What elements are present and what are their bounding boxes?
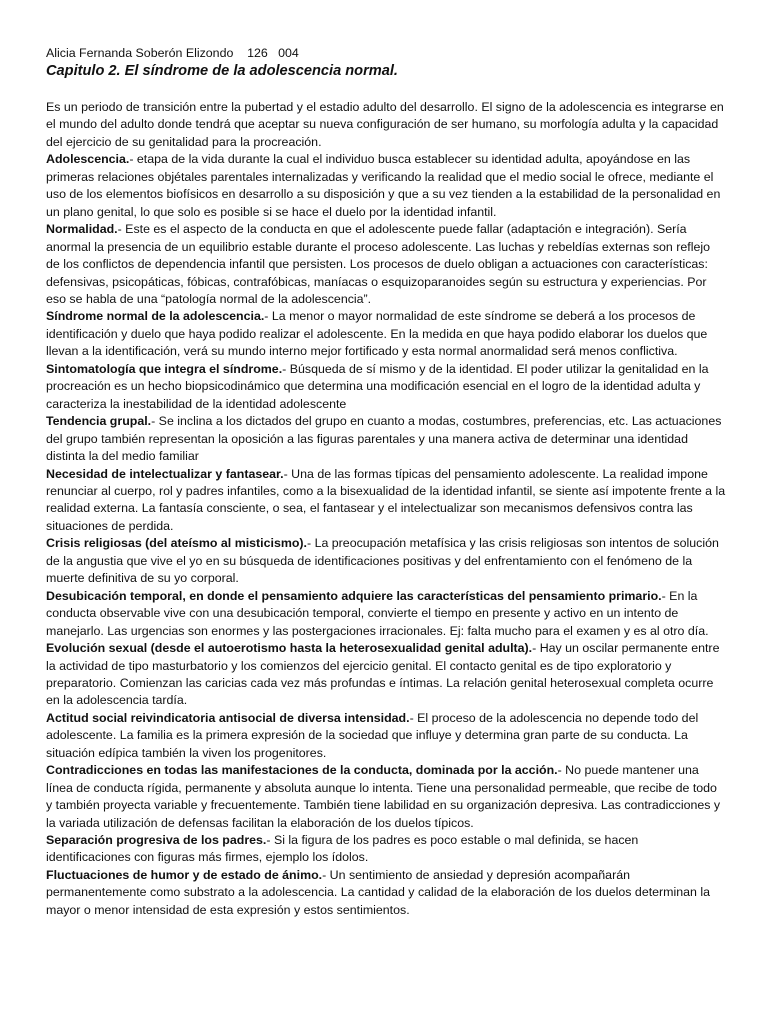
- section-evolucion-sexual: [46, 640, 726, 710]
- section-term: Contradicciones en todas las manifestaciones de la conducta, dominada por la acción.: [46, 763, 558, 778]
- section-term: Necesidad de intelectualizar y fantasear.: [46, 466, 284, 481]
- document-page: [46, 44, 726, 919]
- section-intelectualizar: [46, 466, 726, 536]
- section-text: - La preocupación metafísica y las crisis religiosas son intentos de solución de la angustia que vive el yo en su búsqueda de identificaciones positivas y del enfrentamiento con el fenómeno de la muerte definitiva de su yo corporal.: [46, 536, 719, 586]
- section-text: - Una de las formas típicas del pensamiento adolescente. La realidad impone renunciar al cuerpo, rol y padres infantiles, como a la bisexualidad de la identidad infantil, se siente así impotente frente a la realidad externa. La fantasía consciente, o sea, el fantasear y el intelectualizar son mecanismos defensivos contra las situaciones de perdida.: [46, 466, 726, 533]
- section-term: Desubicación temporal, en donde el pensamiento adquiere las características del pensamiento primario.: [46, 588, 662, 603]
- section-separacion-padres: [46, 832, 726, 867]
- section-desubicacion-temporal: [46, 588, 726, 640]
- section-term: Síndrome normal de la adolescencia.: [46, 309, 265, 324]
- section-sintomatologia: [46, 361, 726, 413]
- section-text: - Si la figura de los padres es poco estable o mal definida, se hacen identificaciones con figuras más firmes, ejemplo los ídolos.: [46, 833, 639, 865]
- section-text: - etapa de la vida durante la cual el individuo busca establecer su identidad adulta, apoyándose en las primeras relaciones objétales parentales internalizadas y verificando la realidad que el medio social le ofrece, mediante el uso de los elementos biofísicos en desarrollo a su disposición y que a su vez tienden a la estabilidad de la personalidad en un plano genital, lo que solo es posible si se hace el duelo por la identidad infantil.: [46, 152, 721, 219]
- section-text: - Un sentimiento de ansiedad y depresión acompañarán permanentemente como substrato a la adolescencia. La cantidad y calidad de la elaboración de los duelos determinan la mayor o menor intensidad de esta expresión y estos sentimientos.: [46, 867, 711, 917]
- section-text: - No puede mantener una línea de conducta rígida, permanente y absoluta aunque lo intenta. Tiene una personalidad permeable, que recibe de todo y también proyecta variable y frecuentemente. También tiene labilidad en su organización depresiva. Las contradicciones y la variada utilización de defensas facilitan la elaboración de los duelos típicos.: [46, 763, 721, 830]
- section-sindrome-normal: [46, 308, 726, 360]
- section-term: Adolescencia.: [46, 152, 130, 167]
- document-title: Capitulo 2. El síndrome de la adolescencia normal.: [46, 63, 398, 79]
- author-line: Alicia Fernanda Soberón Elizondo 126 004: [46, 46, 299, 60]
- section-contradicciones: [46, 762, 726, 832]
- section-term: Tendencia grupal.: [46, 414, 152, 429]
- section-term: Evolución sexual (desde el autoerotismo hasta la heterosexualidad genital adulta).: [46, 641, 533, 656]
- section-term: Fluctuaciones de humor y de estado de ánimo.: [46, 867, 323, 882]
- section-text: - En la conducta observable vive con una desubicación temporal, convierte el tiempo en presente y activo en un intento de manejarlo. Las urgencias son enormes y las postergaciones irracionales. Ej: falta mucho para el examen y es al otro día.: [46, 588, 709, 638]
- section-text: - La menor o mayor normalidad de este síndrome se deberá a los procesos de identificación y duelo que haya podido realizar el adolescente. En la medida en que haya podido elaborar los duelos que llevan a la identificación, verá su mundo interno mejor fortificado y esta normal anormalidad será menos conflictiva.: [46, 309, 708, 359]
- section-fluctuaciones-humor: [46, 867, 726, 919]
- section-text: - El proceso de la adolescencia no depende todo del adolescente. La familia es la primera expresión de la sociedad que influye y determina gran parte de su conducta. La situación edípica también la viven los progenitores.: [46, 710, 699, 760]
- section-crisis-religiosas: [46, 535, 726, 587]
- section-text: - Búsqueda de sí mismo y de la identidad. El poder utilizar la genitalidad en la procreación es un hecho biopsicodinámico que determina una modificación esencial en el logro de la identidad adulta y caracteriza la inestabilidad de la identidad adolescente: [46, 361, 709, 411]
- section-text: - Este es el aspecto de la conducta en que el adolescente puede fallar (adaptación e integración). Sería anormal la presencia de un equilibrio estable durante el proceso adolescente. Las luchas y rebeldías externas son reflejo de los conflictos de dependencia infantil que persisten. Los procesos de duelo obligan a actuaciones con características: defensivas, psicopáticas, fóbicas, contrafóbicas, maníacas o esquizoparanoides según su estructura y experiencias. Por eso se habla de una “patología normal de la adolescencia”.: [46, 222, 710, 306]
- section-term: Actitud social reivindicatoria antisocial de diversa intensidad.: [46, 710, 410, 725]
- section-tendencia-grupal: [46, 413, 726, 465]
- section-normalidad: [46, 221, 726, 308]
- section-text: - Se inclina a los dictados del grupo en cuanto a modas, costumbres, preferencias, etc. Las actuaciones del grupo también representan la oposición a las figuras parentales y una manera activa de determinar una identidad distinta la del medio familiar: [46, 414, 722, 464]
- section-adolescencia: [46, 151, 726, 221]
- intro-paragraph: Es un periodo de transición entre la pubertad y el estadio adulto del desarrollo. El signo de la adolescencia es integrarse en el mundo del adulto donde tendrá que aceptar su nueva configuración de ser humano, su morfología adulta y la capacidad del ejercicio de su genitalidad para la procreación.: [46, 100, 724, 149]
- section-term: Normalidad.: [46, 222, 118, 237]
- section-text: - Hay un oscilar permanente entre la actividad de tipo masturbatorio y los comienzos del ejercicio genital. El contacto genital es de tipo exploratorio y preparatorio. Comienzan las caricias cada vez más profundas e íntimas. La relación genital heterosexual completa ocurre en la adolescencia tardía.: [46, 641, 720, 708]
- section-term: Sintomatología que integra el síndrome.: [46, 361, 283, 376]
- section-term: Separación progresiva de los padres.: [46, 833, 267, 848]
- section-actitud-social: [46, 710, 726, 762]
- section-term: Crisis religiosas (del ateísmo al misticismo).: [46, 536, 307, 551]
